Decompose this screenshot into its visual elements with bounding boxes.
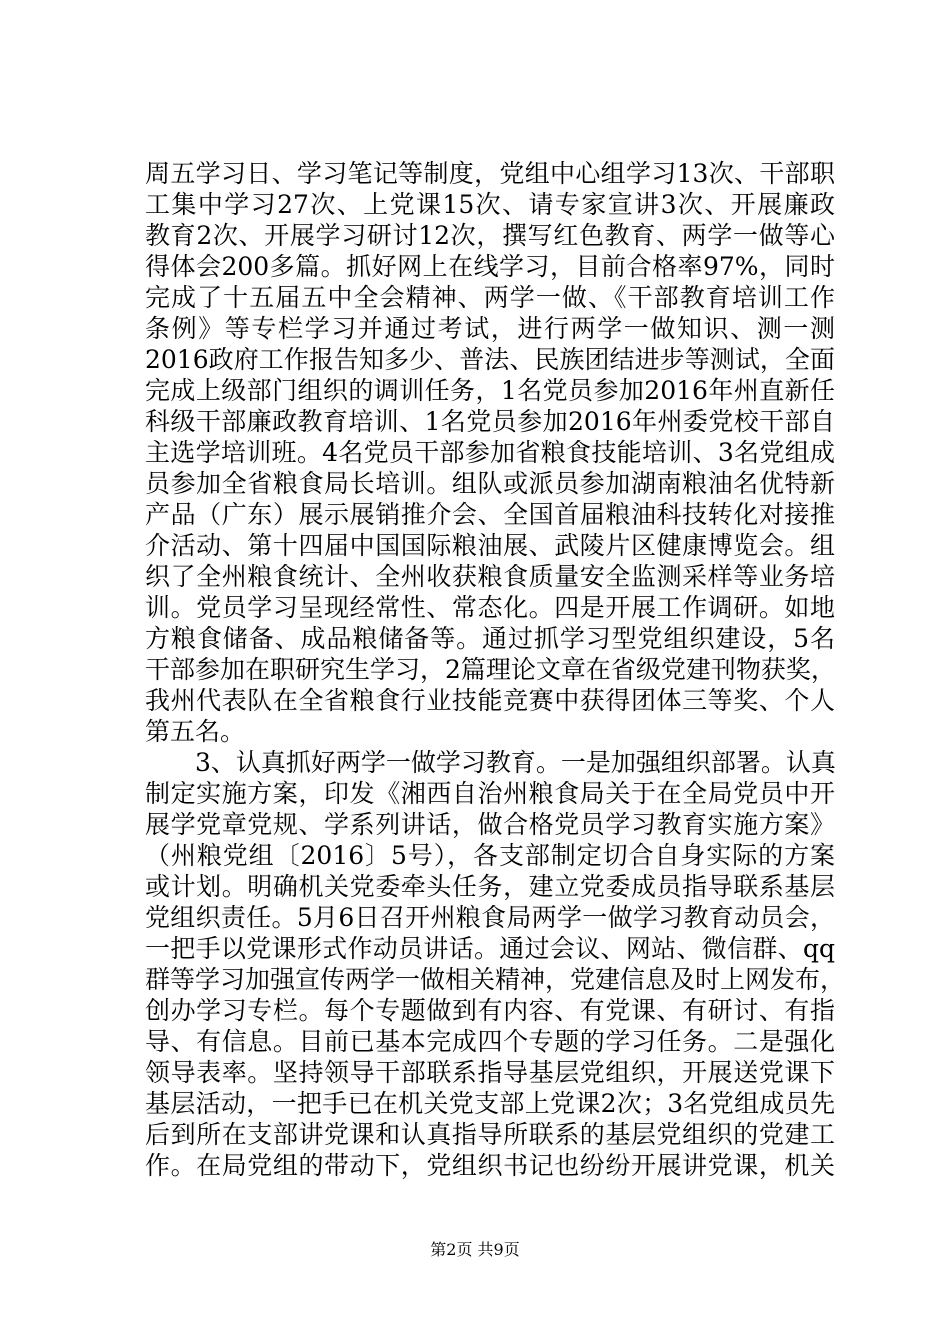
text-line: （州粮党组〔2016〕5号），各支部制定切合自身实际的方案: [145, 841, 835, 870]
text-line: 教育2次、开展学习研讨12次，撰写红色教育、两学一做等心: [145, 221, 835, 250]
text-line: 主选学培训班。4名党员干部参加省粮食技能培训、3名党组成: [145, 438, 835, 467]
text-line: 2016政府工作报告知多少、普法、民族团结进步等测试，全面: [145, 345, 835, 374]
text-line: 导、有信息。目前已基本完成四个专题的学习任务。二是强化: [145, 1027, 835, 1056]
text-line: 工集中学习27次、上党课15次、请专家宣讲3次、开展廉政: [145, 190, 835, 219]
paragraph-end-line: 第五名。: [145, 717, 246, 746]
text-line: 后到所在支部讲党课和认真指导所联系的基层党组织的党建工: [145, 1120, 835, 1149]
text-line: 周五学习日、学习笔记等制度，党组中心组学习13次、干部职: [145, 159, 835, 188]
text-line: 党组织责任。5月6日召开州粮食局两学一做学习教育动员会，: [145, 903, 835, 932]
text-line: 干部参加在职研究生学习，2篇理论文章在省级党建刊物获奖，: [145, 655, 836, 684]
page-number-footer: 第2页 共9页: [430, 1240, 520, 1259]
text-line: 织了全州粮食统计、全州收获粮食质量安全监测采样等业务培: [145, 562, 835, 591]
text-line: 领导表率。坚持领导干部联系指导基层党组织，开展送党课下: [145, 1058, 835, 1087]
text-line: 创办学习专栏。每个专题做到有内容、有党课、有研讨、有指: [145, 996, 835, 1025]
text-line: 基层活动，一把手已在机关党支部上党课2次；3名党组成员先: [145, 1089, 835, 1118]
text-line: 群等学习加强宣传两学一做相关精神，党建信息及时上网发布，: [145, 965, 846, 994]
text-line: 科级干部廉政教育培训、1名党员参加2016年州委党校干部自: [145, 407, 835, 436]
text-line: 完成了十五届五中全会精神、两学一做、《干部教育培训工作: [145, 283, 835, 312]
text-line: 或计划。明确机关党委牵头任务，建立党委成员指导联系基层: [145, 872, 835, 901]
text-line: 条例》等专栏学习并通过考试，进行两学一做知识、测一测: [145, 314, 835, 343]
paragraph-start-line: 3、认真抓好两学一做学习教育。一是加强组织部署。认真: [195, 748, 836, 777]
body-text: [145, 158, 846, 1181]
text-line: 产品（广东）展示展销推介会、全国首届粮油科技转化对接推: [145, 500, 835, 529]
text-line: 训。党员学习呈现经常性、常态化。四是开展工作调研。如地: [145, 593, 835, 622]
text-line: 完成上级部门组织的调训任务，1名党员参加2016年州直新任: [145, 376, 835, 405]
text-line: 我州代表队在全省粮食行业技能竞赛中获得团体三等奖、个人: [145, 686, 835, 715]
text-line: 方粮食储备、成品粮储备等。通过抓学习型党组织建设，5名: [145, 624, 835, 653]
text-line: 员参加全省粮食局长培训。组队或派员参加湖南粮油名优特新: [145, 469, 835, 498]
text-line: 作。在局党组的带动下，党组织书记也纷纷开展讲党课，机关: [145, 1151, 835, 1180]
text-line: 一把手以党课形式作动员讲话。通过会议、网站、微信群、qq: [145, 934, 835, 963]
text-line: 展学党章党规、学系列讲话，做合格党员学习教育实施方案》: [145, 810, 835, 839]
text-line: 得体会200多篇。抓好网上在线学习，目前合格率97%，同时: [145, 252, 835, 281]
text-line: 制定实施方案，印发《湘西自治州粮食局关于在全局党员中开: [145, 779, 835, 808]
text-line: 介活动、第十四届中国国际粮油展、武陵片区健康博览会。组: [145, 531, 835, 560]
